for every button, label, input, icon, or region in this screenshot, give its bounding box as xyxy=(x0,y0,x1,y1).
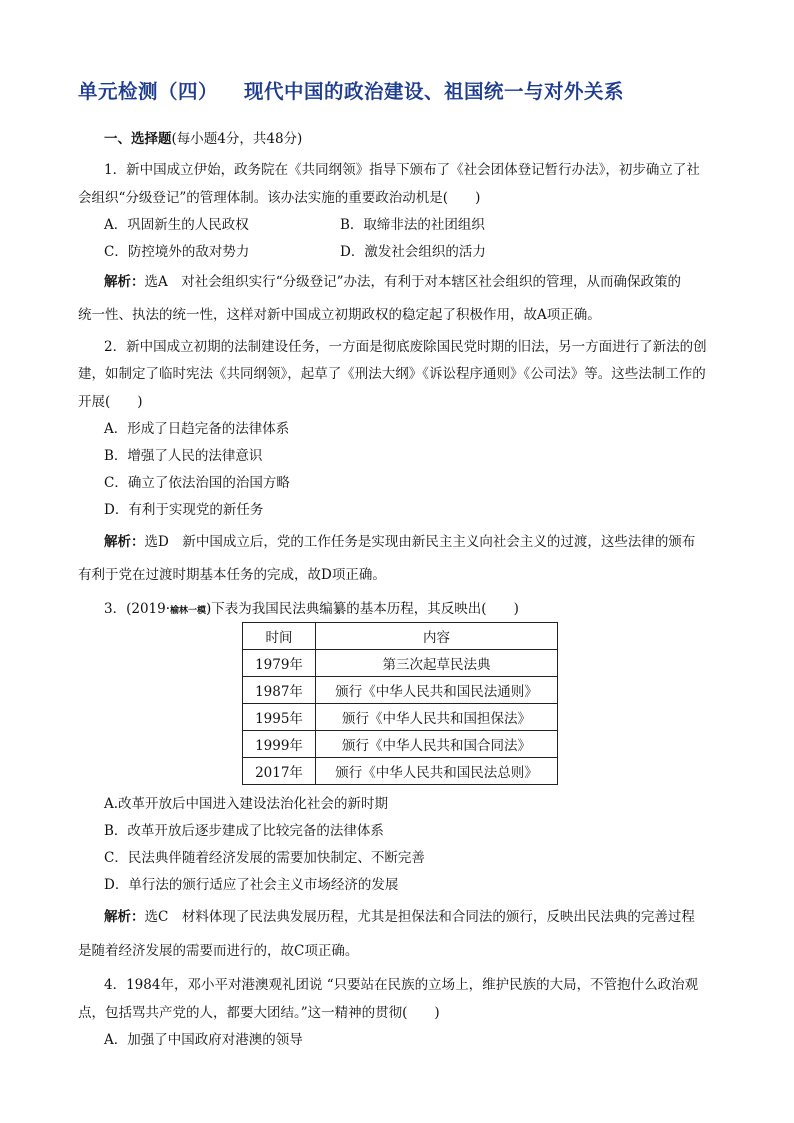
table-header-time: 时间 xyxy=(243,623,316,650)
q3-stem: 3．(2019·榆林一模)下表为我国民法典编纂的基本历程，其反映出( ) xyxy=(104,601,519,617)
table-cell-year: 1999年 xyxy=(243,731,316,758)
q3-option-c: C．民法典伴随着经济发展的需要加快制定、不断完善 xyxy=(104,850,425,866)
q4-stem-line1: 4．1984年，邓小平对港澳观礼团说 “只要站在民族的立场上，维护民族的大局，不管抱什么政治观 xyxy=(104,977,699,993)
q4-stem-line2: 点，包括骂共产党的人，都要大团结。”这一精神的贯彻( ) xyxy=(78,1005,440,1021)
section-note: (每小题4分，共48分) xyxy=(171,131,303,147)
table-row xyxy=(243,704,558,731)
q2-option-b: B．增强了人民的法律意识 xyxy=(104,448,263,464)
q2-analysis-label: 解析： xyxy=(104,534,145,550)
table-row xyxy=(243,677,558,704)
q1-analysis-line2: 统一性、执法的统一性，这样对新中国成立初期政权的稳定起了积极作用，故A项正确。 xyxy=(78,307,601,323)
q4-option-a: A．加强了中国政府对港澳的领导 xyxy=(104,1032,303,1048)
q2-option-c: C．确立了依法治国的治国方略 xyxy=(104,475,290,491)
q1-analysis-line1: 解析：选A 对社会组织实行“分级登记”办法，有利于对本辖区社会组织的管理，从而确保政策的 xyxy=(104,274,682,290)
table-cell-content: 颁行《中华人民共和国合同法》 xyxy=(316,731,558,758)
table-cell-content: 颁行《中华人民共和国民法通则》 xyxy=(316,677,558,704)
q3-option-d: D．单行法的颁行适应了社会主义市场经济的发展 xyxy=(104,877,399,893)
table-cell-year: 1987年 xyxy=(243,677,316,704)
table-header-content: 内容 xyxy=(316,623,558,650)
q2-stem-line1: 2．新中国成立初期的法制建设任务，一方面是彻底废除国民党时期的旧法，另一方面进行了新法的创 xyxy=(104,339,707,355)
q1-option-c: C．防控境外的敌对势力 xyxy=(104,244,250,260)
q3-source: 榆林一模 xyxy=(170,606,207,616)
q2-option-d: D．有利于实现党的新任务 xyxy=(104,502,264,518)
q3-option-a: A.改革开放后中国进入建设法治化社会的新时期 xyxy=(104,796,389,812)
table-cell-content: 第三次起草民法典 xyxy=(316,650,558,677)
page-title xyxy=(78,76,624,104)
table-row xyxy=(243,731,558,758)
q2-stem-line2: 建，如制定了临时宪法《共同纲领》，起草了《刑法大纲》《诉讼程序通则》《公司法》等。这些法制工作的 xyxy=(78,366,706,382)
table-row xyxy=(243,758,558,785)
history-table xyxy=(242,622,558,785)
q2-stem-line3: 开展( ) xyxy=(78,394,143,410)
table-cell-content: 颁行《中华人民共和国担保法》 xyxy=(316,704,558,731)
table-cell-year: 1979年 xyxy=(243,650,316,677)
q1-option-d: D．激发社会组织的活力 xyxy=(340,244,486,260)
q3-analysis-line2: 是随着经济发展的需要而进行的，故C项正确。 xyxy=(78,943,359,959)
q1-option-a: A．巩固新生的人民政权 xyxy=(104,217,249,233)
title-topic: 现代中国的政治建设、祖国统一与对外关系 xyxy=(244,80,625,103)
title-unit: 单元检测（四） xyxy=(78,80,219,103)
q2-analysis-line2: 有利于党在过渡时期基本任务的完成，故D项正确。 xyxy=(78,567,386,583)
q1-stem-line1: 1．新中国成立伊始，政务院在《共同纲领》指导下颁布了《社会团体登记暂行办法》，初步确立了社 xyxy=(104,162,700,178)
table-header-row xyxy=(243,623,558,650)
table-row xyxy=(243,650,558,677)
q2-option-a: A．形成了日趋完备的法律体系 xyxy=(104,421,290,437)
q1-stem-line2: 会组织“分级登记”的管理体制。该办法实施的重要政治动机是( ) xyxy=(78,190,481,206)
table-cell-content: 颁行《中华人民共和国民法总则》 xyxy=(316,758,558,785)
table-cell-year: 1995年 xyxy=(243,704,316,731)
q1-option-b: B．取缔非法的社团组织 xyxy=(340,217,485,233)
q1-analysis-label: 解析： xyxy=(104,274,145,290)
q2-analysis-line1: 解析：选D 新中国成立后，党的工作任务是实现由新民主主义向社会主义的过渡，这些法律的颁布 xyxy=(104,534,696,550)
q3-option-b: B．改革开放后逐步建成了比较完备的法律体系 xyxy=(104,823,384,839)
q3-analysis-label: 解析： xyxy=(104,909,145,925)
section-heading xyxy=(104,127,302,147)
section-label: 一、选择题 xyxy=(104,131,172,147)
q3-analysis-line1: 解析：选C 材料体现了民法典发展历程，尤其是担保法和合同法的颁行，反映出民法典的完善过程 xyxy=(104,909,695,925)
table-cell-year: 2017年 xyxy=(243,758,316,785)
